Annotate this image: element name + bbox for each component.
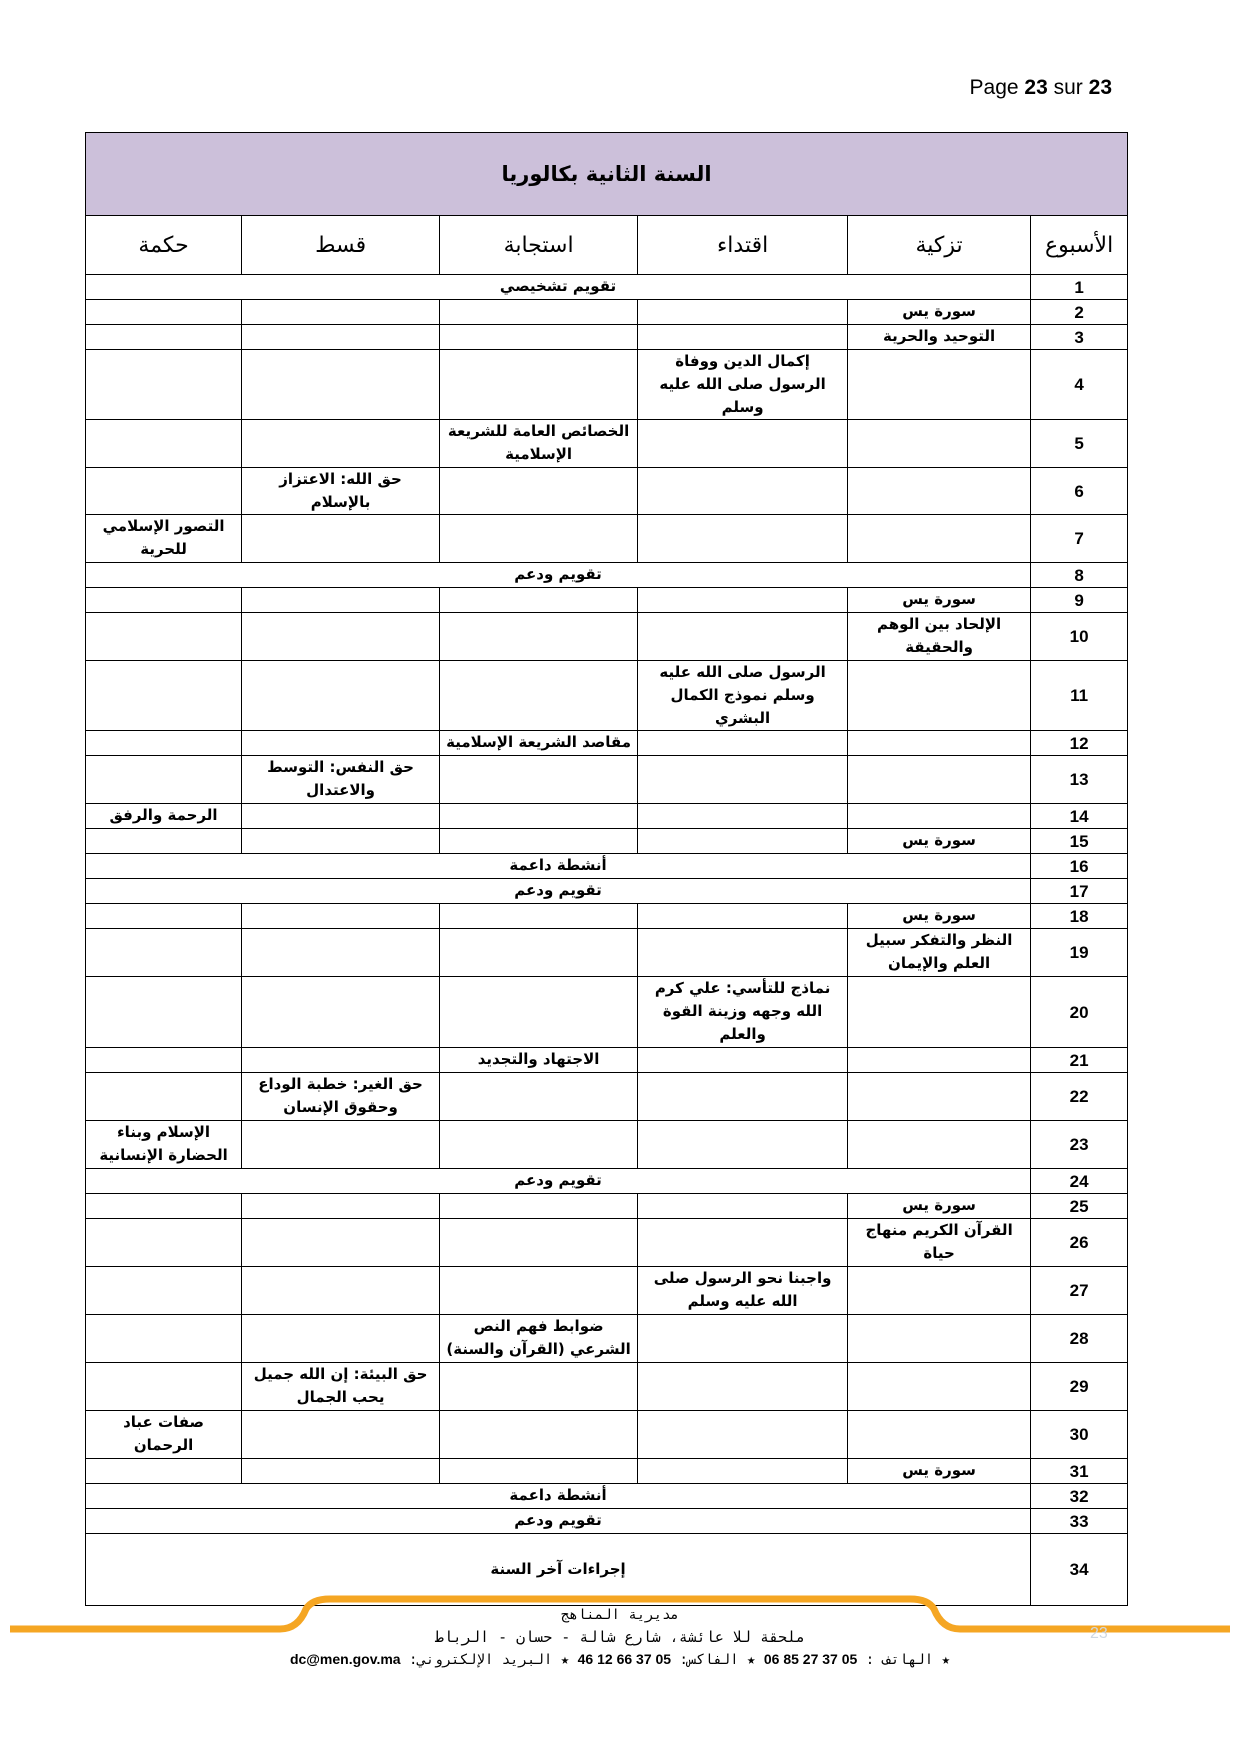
cell-tazkiya: سورة يس xyxy=(848,300,1031,325)
table-row xyxy=(86,1509,1128,1534)
cell-iqtida xyxy=(638,1048,848,1073)
week-number: 3 xyxy=(1031,325,1128,350)
week-number: 32 xyxy=(1031,1484,1128,1509)
cell-hikma xyxy=(86,661,242,731)
cell-iqtida xyxy=(638,588,848,613)
cell-hikma xyxy=(86,300,242,325)
cell-qist xyxy=(242,929,440,977)
cell-qist: حق البيئة: إن الله جميل يحب الجمال xyxy=(242,1363,440,1411)
cell-hikma xyxy=(86,588,242,613)
cell-iqtida xyxy=(638,613,848,661)
table-row xyxy=(86,563,1128,588)
cell-hikma xyxy=(86,1194,242,1219)
table-row xyxy=(86,1169,1128,1194)
table-row xyxy=(86,904,1128,929)
cell-hikma xyxy=(86,350,242,420)
table-row xyxy=(86,756,1128,804)
cell-tazkiya xyxy=(848,468,1031,515)
cell-hikma: الرحمة والرفق xyxy=(86,804,242,829)
cell-hikma xyxy=(86,1363,242,1411)
page-current: 23 xyxy=(1024,76,1048,99)
cell-hikma xyxy=(86,1219,242,1267)
cell-iqtida xyxy=(638,1073,848,1121)
cell-iqtida xyxy=(638,929,848,977)
cell-tazkiya xyxy=(848,731,1031,756)
cell-qist xyxy=(242,1315,440,1363)
phone-label: الهاتف : xyxy=(865,1652,934,1668)
cell-qist xyxy=(242,1194,440,1219)
week-number: 27 xyxy=(1031,1267,1128,1315)
week-number: 33 xyxy=(1031,1509,1128,1534)
cell-iqtida: الرسول صلى الله عليه وسلم نموذج الكمال البشري xyxy=(638,661,848,731)
week-number: 6 xyxy=(1031,468,1128,515)
table-row xyxy=(86,804,1128,829)
week-number: 30 xyxy=(1031,1411,1128,1459)
cell-iqtida: نماذج للتأسي: علي كرم الله وجهه وزينة القوة والعلم xyxy=(638,977,848,1048)
cell-qist: حق الله: الاعتزاز بالإسلام xyxy=(242,468,440,515)
table-title: السنة الثانية بكالوريا xyxy=(86,133,1128,216)
cell-hikma xyxy=(86,829,242,854)
week-number: 14 xyxy=(1031,804,1128,829)
footer-banner-shape xyxy=(0,1595,1240,1655)
table-row xyxy=(86,515,1128,563)
table-row xyxy=(86,1363,1128,1411)
schedule-table xyxy=(85,132,1128,1606)
cell-istijaba xyxy=(440,661,638,731)
week-number: 7 xyxy=(1031,515,1128,563)
table-row xyxy=(86,350,1128,420)
cell-iqtida xyxy=(638,468,848,515)
table-row xyxy=(86,325,1128,350)
cell-hikma: التصور الإسلامي للحرية xyxy=(86,515,242,563)
cell-hikma xyxy=(86,1267,242,1315)
cell-iqtida xyxy=(638,1363,848,1411)
cell-hikma xyxy=(86,904,242,929)
spanning-activity: تقويم ودعم xyxy=(86,1509,1031,1534)
cell-iqtida xyxy=(638,804,848,829)
week-number: 25 xyxy=(1031,1194,1128,1219)
cell-tazkiya xyxy=(848,1048,1031,1073)
fax-number: 05 37 66 12 46 xyxy=(577,1651,672,1667)
week-number: 20 xyxy=(1031,977,1128,1048)
table-row xyxy=(86,1459,1128,1484)
header-week: الأسبوع xyxy=(1031,216,1128,275)
table-row xyxy=(86,420,1128,468)
phone-number: 05 37 27 85 06 xyxy=(763,1651,858,1667)
cell-qist xyxy=(242,731,440,756)
cell-hikma xyxy=(86,468,242,515)
week-number: 13 xyxy=(1031,756,1128,804)
cell-istijaba: مقاصد الشريعة الإسلامية xyxy=(440,731,638,756)
cell-iqtida xyxy=(638,1411,848,1459)
cell-tazkiya xyxy=(848,1073,1031,1121)
cell-hikma xyxy=(86,1459,242,1484)
cell-tazkiya xyxy=(848,1315,1031,1363)
cell-tazkiya xyxy=(848,350,1031,420)
header-tazkiya: تزكية xyxy=(848,216,1031,275)
week-number: 17 xyxy=(1031,879,1128,904)
cell-istijaba xyxy=(440,1459,638,1484)
cell-tazkiya: التوحيد والحرية xyxy=(848,325,1031,350)
week-number: 21 xyxy=(1031,1048,1128,1073)
table-row xyxy=(86,854,1128,879)
cell-istijaba xyxy=(440,350,638,420)
table-row xyxy=(86,1267,1128,1315)
cell-istijaba: الخصائص العامة للشريعة الإسلامية xyxy=(440,420,638,468)
cell-tazkiya xyxy=(848,1411,1031,1459)
cell-qist xyxy=(242,1121,440,1169)
week-number: 16 xyxy=(1031,854,1128,879)
table-row xyxy=(86,1219,1128,1267)
cell-istijaba xyxy=(440,300,638,325)
footer-address: ملحقة للا عائشة، شارع شالة - حسان - الرباط xyxy=(434,1628,806,1646)
cell-iqtida xyxy=(638,420,848,468)
cell-tazkiya: سورة يس xyxy=(848,829,1031,854)
page-prefix: Page xyxy=(969,76,1019,99)
cell-istijaba xyxy=(440,756,638,804)
fax-label: الفاكس: xyxy=(679,1652,739,1668)
cell-iqtida xyxy=(638,300,848,325)
table-row xyxy=(86,588,1128,613)
cell-iqtida xyxy=(638,1459,848,1484)
cell-iqtida: واجبنا نحو الرسول صلى الله عليه وسلم xyxy=(638,1267,848,1315)
header-hikma: حكمة xyxy=(86,216,242,275)
cell-iqtida xyxy=(638,904,848,929)
page-number xyxy=(970,76,1112,100)
table-row xyxy=(86,1484,1128,1509)
cell-istijaba: ضوابط فهم النص الشرعي (القرآن والسنة) xyxy=(440,1315,638,1363)
cell-hikma xyxy=(86,731,242,756)
cell-iqtida xyxy=(638,829,848,854)
cell-hikma xyxy=(86,613,242,661)
cell-qist xyxy=(242,1459,440,1484)
week-number: 34 xyxy=(1031,1534,1128,1606)
cell-qist xyxy=(242,904,440,929)
week-number: 11 xyxy=(1031,661,1128,731)
cell-istijaba xyxy=(440,1363,638,1411)
email-link[interactable]: dc@men.gov.ma xyxy=(289,1651,401,1667)
table-row xyxy=(86,929,1128,977)
week-number: 5 xyxy=(1031,420,1128,468)
cell-tazkiya: سورة يس xyxy=(848,1194,1031,1219)
cell-tazkiya xyxy=(848,661,1031,731)
cell-tazkiya xyxy=(848,977,1031,1048)
cell-istijaba xyxy=(440,515,638,563)
cell-tazkiya: سورة يس xyxy=(848,588,1031,613)
cell-istijaba xyxy=(440,904,638,929)
table-row xyxy=(86,1315,1128,1363)
cell-qist xyxy=(242,350,440,420)
cell-qist xyxy=(242,1048,440,1073)
spanning-activity: أنشطة داعمة xyxy=(86,1484,1031,1509)
cell-tazkiya xyxy=(848,1121,1031,1169)
footer-contacts xyxy=(0,1651,1240,1668)
cell-istijaba xyxy=(440,829,638,854)
cell-qist xyxy=(242,661,440,731)
table-row xyxy=(86,879,1128,904)
cell-hikma xyxy=(86,1315,242,1363)
footer xyxy=(0,1595,1240,1715)
table-row xyxy=(86,1121,1128,1169)
table-row xyxy=(86,731,1128,756)
week-number: 23 xyxy=(1031,1121,1128,1169)
cell-tazkiya xyxy=(848,756,1031,804)
week-number: 19 xyxy=(1031,929,1128,977)
cell-iqtida xyxy=(638,325,848,350)
spanning-activity: تقويم تشخيصي xyxy=(86,275,1031,300)
cell-iqtida xyxy=(638,1194,848,1219)
week-number: 8 xyxy=(1031,563,1128,588)
week-number: 4 xyxy=(1031,350,1128,420)
week-number: 10 xyxy=(1031,613,1128,661)
cell-istijaba: الاجتهاد والتجديد xyxy=(440,1048,638,1073)
cell-qist: حق النفس: التوسط والاعتدال xyxy=(242,756,440,804)
spanning-activity: تقويم ودعم xyxy=(86,563,1031,588)
spanning-activity: أنشطة داعمة xyxy=(86,854,1031,879)
header-qist: قسط xyxy=(242,216,440,275)
cell-iqtida xyxy=(638,1315,848,1363)
cell-hikma xyxy=(86,929,242,977)
cell-iqtida xyxy=(638,515,848,563)
cell-istijaba xyxy=(440,588,638,613)
cell-hikma xyxy=(86,325,242,350)
cell-qist: حق الغير: خطبة الوداع وحقوق الإنسان xyxy=(242,1073,440,1121)
spanning-activity: تقويم ودعم xyxy=(86,1169,1031,1194)
table-row xyxy=(86,1073,1128,1121)
table-row xyxy=(86,1411,1128,1459)
cell-qist xyxy=(242,1219,440,1267)
cell-hikma xyxy=(86,977,242,1048)
cell-istijaba xyxy=(440,325,638,350)
week-number: 2 xyxy=(1031,300,1128,325)
cell-qist xyxy=(242,325,440,350)
cell-hikma: الإسلام وبناء الحضارة الإنسانية xyxy=(86,1121,242,1169)
header-istijaba: استجابة xyxy=(440,216,638,275)
cell-qist xyxy=(242,420,440,468)
star-icon: ★ xyxy=(560,1652,570,1668)
table-row xyxy=(86,1048,1128,1073)
table-row xyxy=(86,661,1128,731)
table-row xyxy=(86,829,1128,854)
cell-hikma: صفات عباد الرحمان xyxy=(86,1411,242,1459)
cell-qist xyxy=(242,613,440,661)
week-number: 9 xyxy=(1031,588,1128,613)
week-number: 28 xyxy=(1031,1315,1128,1363)
cell-tazkiya xyxy=(848,1267,1031,1315)
week-number: 29 xyxy=(1031,1363,1128,1411)
cell-tazkiya: النظر والتفكر سبيل العلم والإيمان xyxy=(848,929,1031,977)
cell-iqtida xyxy=(638,756,848,804)
cell-hikma xyxy=(86,420,242,468)
cell-tazkiya: القرآن الكريم منهاج حياة xyxy=(848,1219,1031,1267)
cell-hikma xyxy=(86,1048,242,1073)
cell-istijaba xyxy=(440,468,638,515)
week-number: 18 xyxy=(1031,904,1128,929)
cell-tazkiya: سورة يس xyxy=(848,1459,1031,1484)
week-number: 31 xyxy=(1031,1459,1128,1484)
cell-tazkiya xyxy=(848,1363,1031,1411)
header-iqtida: اقتداء xyxy=(638,216,848,275)
table-row xyxy=(86,613,1128,661)
table-row xyxy=(86,275,1128,300)
cell-tazkiya xyxy=(848,515,1031,563)
table-row xyxy=(86,1194,1128,1219)
ghost-page-number: 23 xyxy=(1090,1625,1108,1642)
week-number: 12 xyxy=(1031,731,1128,756)
cell-tazkiya xyxy=(848,420,1031,468)
footer-directorate: مديرية المناهج xyxy=(560,1607,679,1623)
week-number: 26 xyxy=(1031,1219,1128,1267)
cell-iqtida xyxy=(638,1121,848,1169)
cell-istijaba xyxy=(440,1194,638,1219)
star-icon: ★ xyxy=(941,1652,951,1668)
cell-tazkiya xyxy=(848,804,1031,829)
cell-qist xyxy=(242,588,440,613)
cell-iqtida xyxy=(638,731,848,756)
cell-istijaba xyxy=(440,1411,638,1459)
table-row xyxy=(86,300,1128,325)
cell-qist xyxy=(242,515,440,563)
cell-istijaba xyxy=(440,1121,638,1169)
week-number: 15 xyxy=(1031,829,1128,854)
cell-qist xyxy=(242,804,440,829)
cell-istijaba xyxy=(440,1073,638,1121)
page-sep: sur xyxy=(1053,76,1083,99)
cell-qist xyxy=(242,300,440,325)
cell-tazkiya: سورة يس xyxy=(848,904,1031,929)
table-row xyxy=(86,977,1128,1048)
star-icon: ★ xyxy=(746,1652,756,1668)
week-number: 24 xyxy=(1031,1169,1128,1194)
cell-istijaba xyxy=(440,929,638,977)
cell-istijaba xyxy=(440,1267,638,1315)
cell-istijaba xyxy=(440,613,638,661)
cell-qist xyxy=(242,1411,440,1459)
cell-istijaba xyxy=(440,1219,638,1267)
cell-tazkiya: الإلحاد بين الوهم والحقيقة xyxy=(848,613,1031,661)
cell-hikma xyxy=(86,756,242,804)
week-number: 22 xyxy=(1031,1073,1128,1121)
cell-qist xyxy=(242,1267,440,1315)
table-row xyxy=(86,468,1128,515)
cell-istijaba xyxy=(440,977,638,1048)
cell-istijaba xyxy=(440,804,638,829)
cell-qist xyxy=(242,829,440,854)
cell-qist xyxy=(242,977,440,1048)
spanning-activity: تقويم ودعم xyxy=(86,879,1031,904)
cell-iqtida: إكمال الدين ووفاة الرسول صلى الله عليه وسلم xyxy=(638,350,848,420)
email-label: البريد الإلكتروني: xyxy=(409,1652,553,1668)
page-total: 23 xyxy=(1088,76,1112,99)
cell-iqtida xyxy=(638,1219,848,1267)
week-number: 1 xyxy=(1031,275,1128,300)
cell-hikma xyxy=(86,1073,242,1121)
spanning-activity: إجراءات آخر السنة xyxy=(86,1534,1031,1606)
